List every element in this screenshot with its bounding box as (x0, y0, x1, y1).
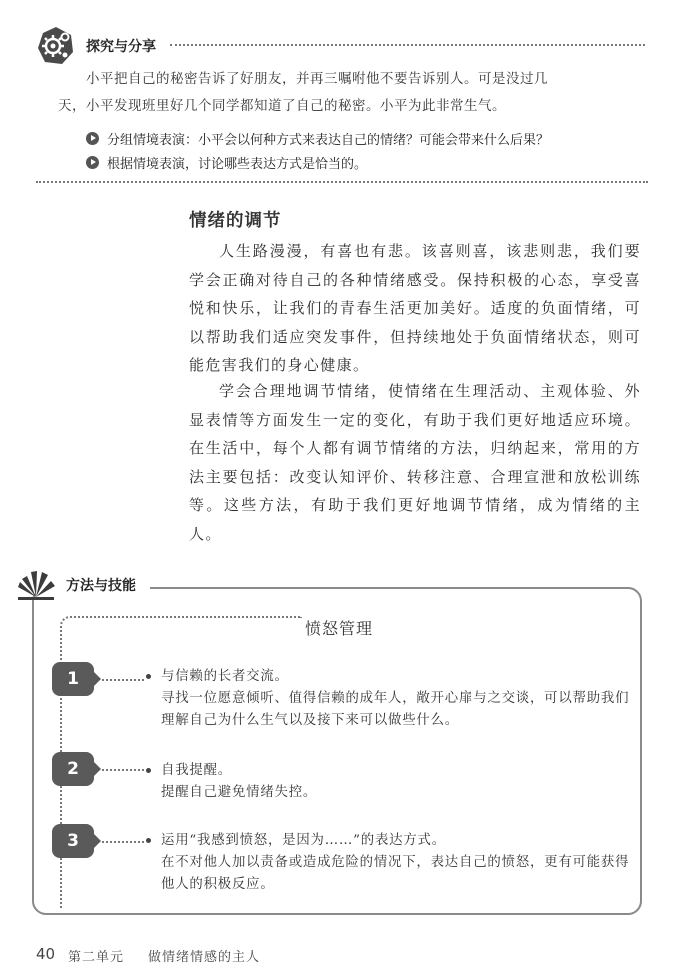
gears-icon (36, 26, 76, 66)
methods-title: 方法与技能 (66, 578, 136, 594)
step-description: 提醒自己避免情绪失控。 (161, 785, 318, 800)
step-badge: 2 (52, 752, 94, 786)
story-line: 小平把自己的秘密告诉了好朋友，并再三嘱咐他不要告诉别人。可是没过几 (86, 71, 548, 87)
dot-bullet-icon (146, 674, 151, 679)
section-heading: 情绪的调节 (189, 211, 282, 231)
step-content (161, 830, 633, 896)
step-connector (102, 841, 144, 843)
body-paragraph: 人生路漫漫，有喜也有悲。该喜则喜，该悲则悲，我们要学会正确对待自己的各种情绪感受。保持积极的心态，享受喜悦和快乐，让我们的青春生活更加美好。适度的负面情绪，可以帮助我们适应突发事件，但持续地处于负面情绪状态，则可能危害我们的身心健康。 (189, 242, 641, 375)
anger-management-title: 愤怒管理 (305, 619, 374, 638)
step-title: 与信赖的长者交流。 (161, 669, 289, 684)
dot-bullet-icon (146, 838, 151, 843)
unit-label: 第二单元 (68, 950, 125, 965)
task-text: 根据情境表演，讨论哪些表达方式是恰当的。 (107, 156, 368, 172)
explore-share-title: 探究与分享 (86, 39, 156, 55)
play-bullet-icon (86, 132, 99, 145)
step-title: 自我提醒。 (161, 763, 232, 778)
body-paragraph: 学会合理地调节情绪，使情绪在生理活动、主观体验、外显表情等方面发生一定的变化，有助于我们更好地适应环境。在生活中，每个人都有调节情绪的方法，归纳起来，常用的方法主要包括：改变认知评价、转移注意、合理宣泄和放松训练等。这些方法，有助于我们更好地调节情绪，成为情绪的主人。 (189, 382, 641, 543)
step-badge: 3 (52, 824, 94, 858)
step-description: 在不对他人加以责备或造成危险的情况下，表达自己的愤怒，更有可能获得他人的积极反应。 (161, 855, 630, 892)
task-text: 分组情境表演：小平会以何种方式来表达自己的情绪？可能会带来什么后果？ (107, 132, 550, 148)
step-content (161, 666, 633, 732)
chapter-label: 做情绪情感的主人 (148, 950, 261, 965)
fan-rays-icon (14, 567, 58, 605)
section-divider (36, 181, 648, 183)
step-connector (102, 769, 144, 771)
step-title: 运用“我感到愤怒，是因为……”的表达方式。 (161, 833, 446, 848)
task-list (86, 126, 646, 174)
story-text (58, 66, 648, 120)
explore-divider (170, 44, 645, 46)
task-item (86, 126, 646, 150)
task-item (86, 150, 646, 174)
page-number: 40 (36, 945, 56, 963)
story-line: 天，小平发现班里好几个同学都知道了自己的秘密。小平为此非常生气。 (58, 98, 506, 114)
play-bullet-icon (86, 156, 99, 169)
step-content (161, 760, 633, 804)
step-connector (102, 679, 144, 681)
dot-bullet-icon (146, 768, 151, 773)
step-badge: 1 (52, 662, 94, 696)
step-description: 寻找一位愿意倾听、值得信赖的成年人，敞开心扉与之交谈，可以帮助我们理解自己为什么生气以及接下来可以做些什么。 (161, 691, 630, 728)
